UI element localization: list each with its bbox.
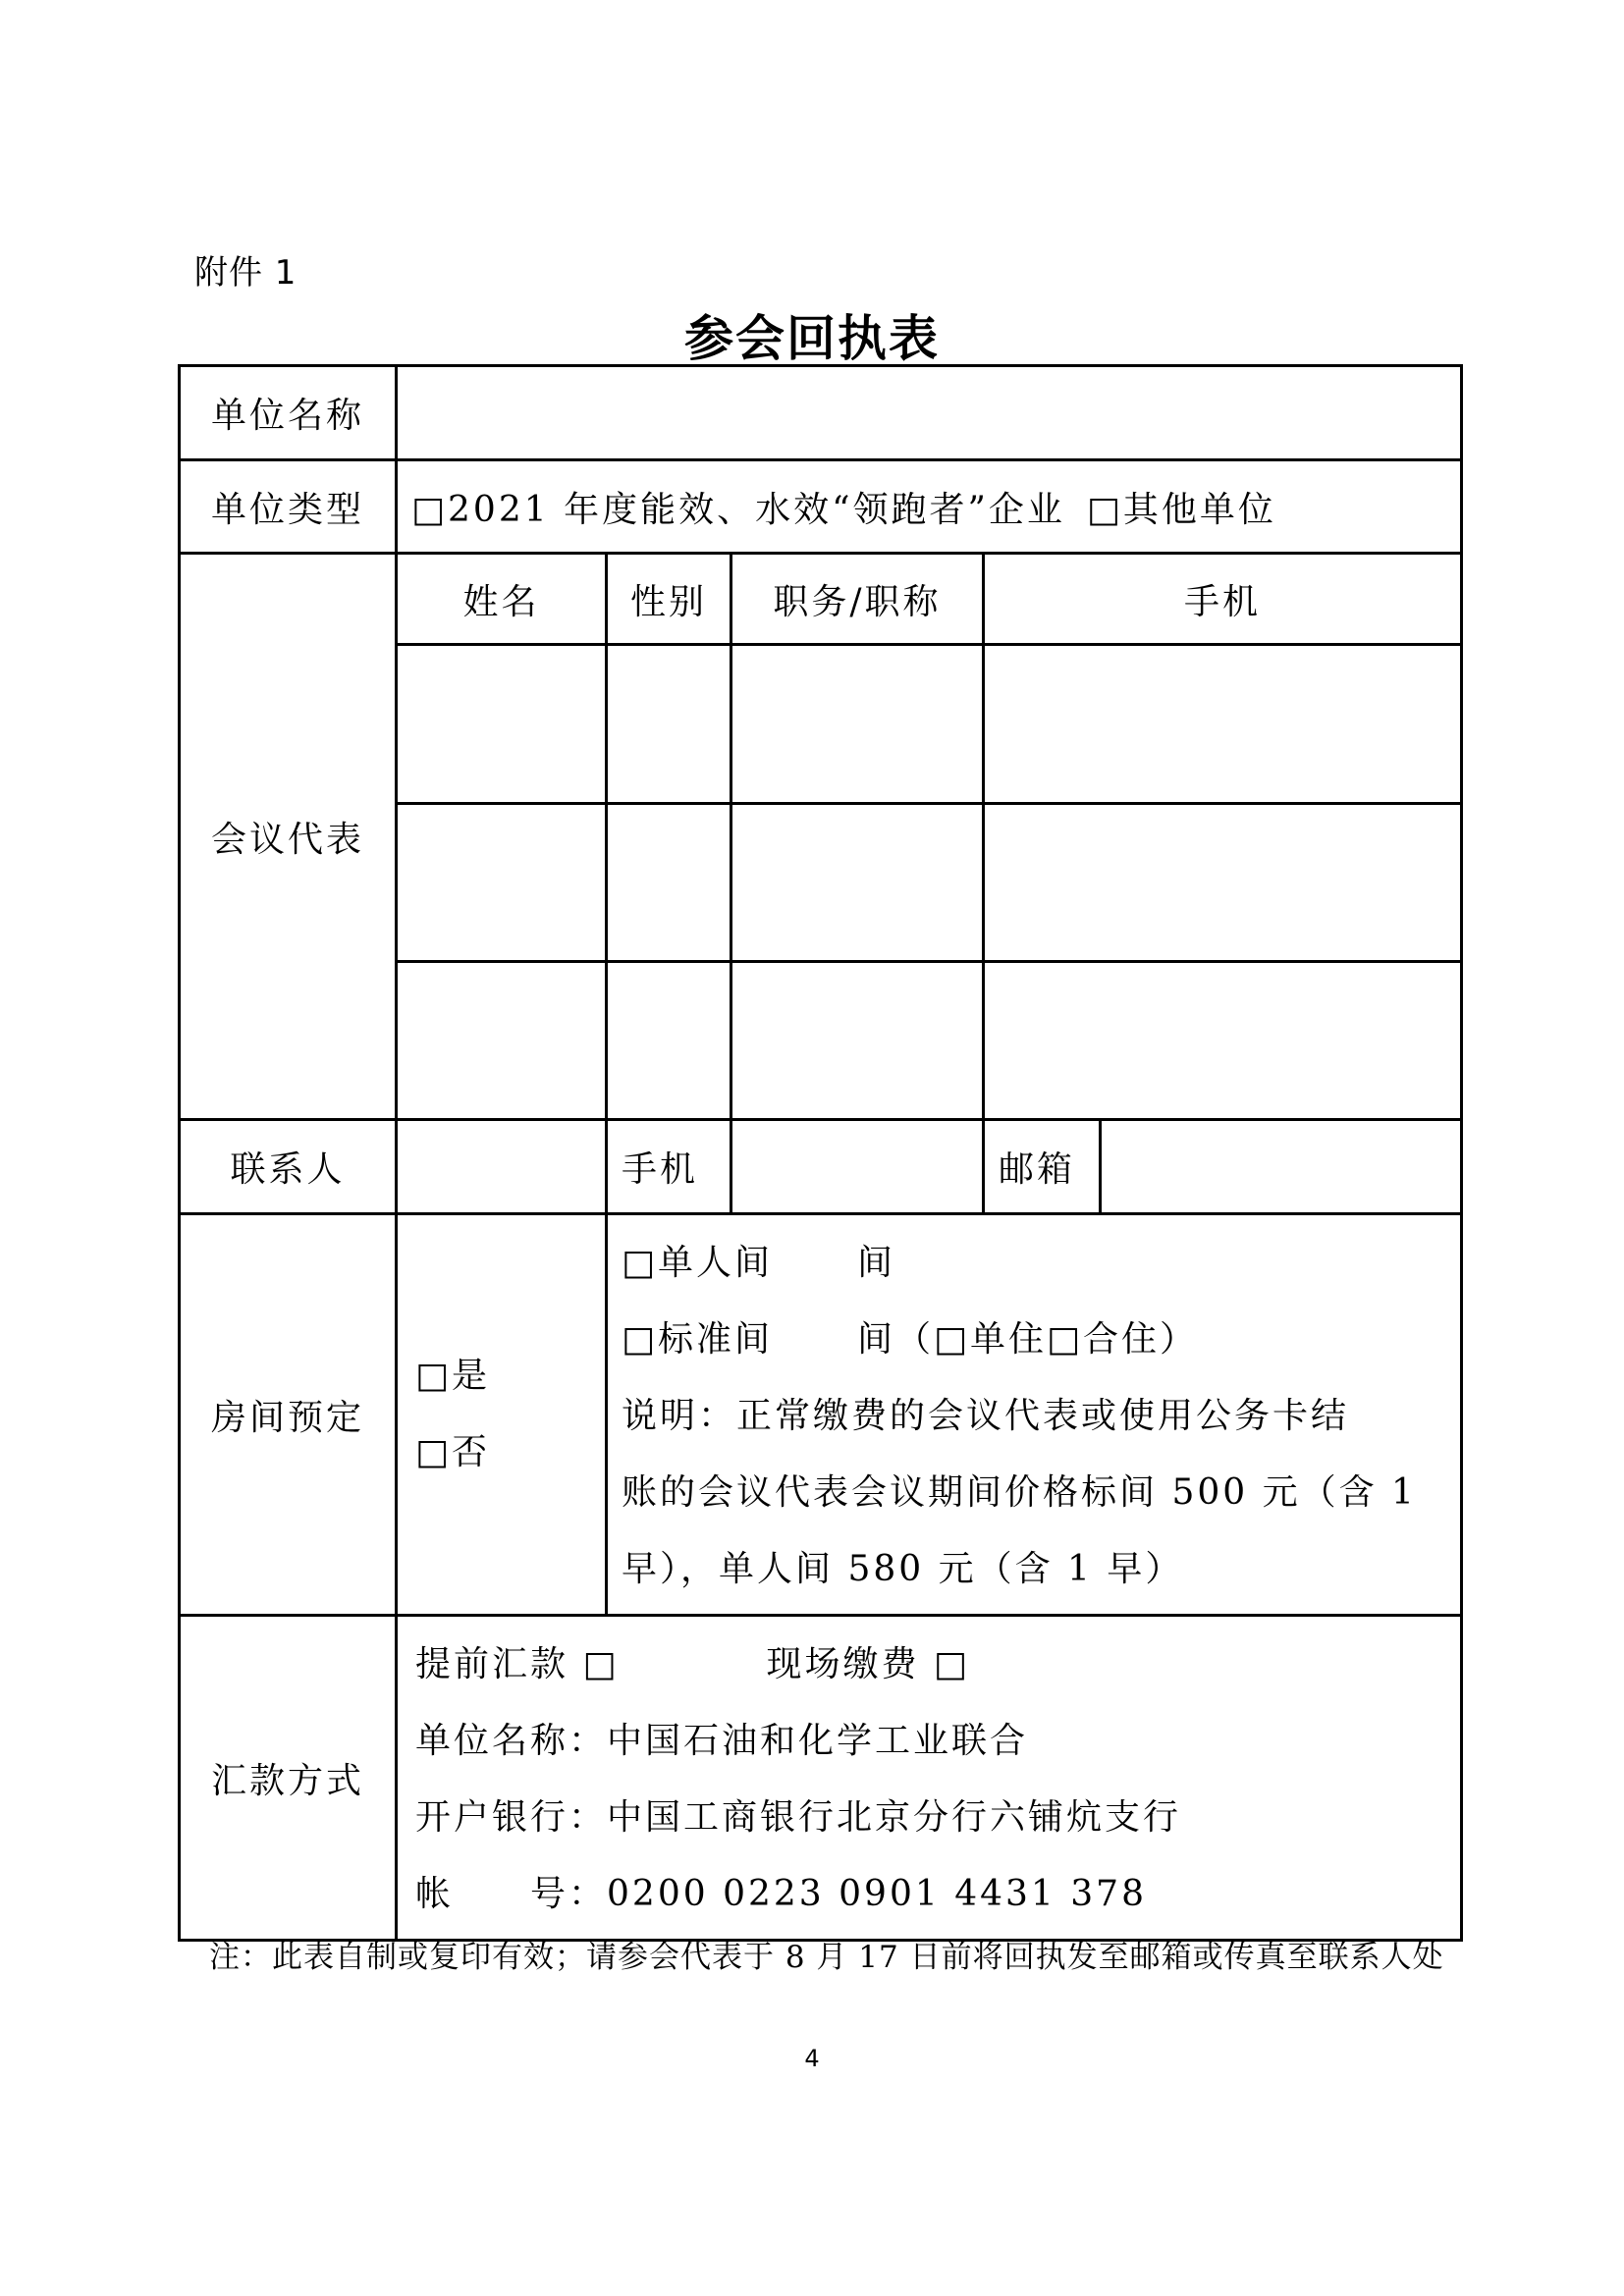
contact-label: 联系人 xyxy=(180,1120,397,1214)
room-single-checkbox[interactable]: □单人间 xyxy=(622,1243,774,1283)
rep-header-gender: 性别 xyxy=(607,554,731,645)
contact-email-field[interactable] xyxy=(1101,1120,1462,1214)
pay-unit-name: 单位名称：中国石油和化学工业联合 xyxy=(415,1721,1029,1761)
representatives-label: 会议代表 xyxy=(180,554,397,1120)
attachment-label: 附件 1 xyxy=(194,253,298,293)
rep-gender-field[interactable] xyxy=(607,645,731,804)
room-booking-label: 房间预定 xyxy=(180,1214,397,1616)
contact-phone-field[interactable] xyxy=(731,1120,984,1214)
contact-email-label: 邮箱 xyxy=(984,1120,1101,1214)
page-number: 4 xyxy=(804,2045,820,2072)
contact-phone-label: 手机 xyxy=(607,1120,731,1214)
rep-header-phone: 手机 xyxy=(984,554,1462,645)
form-title: 参会回执表 xyxy=(684,309,940,367)
pay-bank-name: 开户银行：中国工商银行北京分行六铺炕支行 xyxy=(415,1797,1182,1838)
rep-title-field[interactable] xyxy=(731,962,984,1120)
rep-phone-field[interactable] xyxy=(984,645,1462,804)
rep-name-field[interactable] xyxy=(397,804,607,962)
pay-account-label: 帐 xyxy=(415,1874,455,1914)
room-note-line: 说明：正常缴费的会议代表或使用公务卡结 xyxy=(622,1396,1350,1436)
rep-name-field[interactable] xyxy=(397,645,607,804)
footer-note: 注：此表自制或复印有效；请参会代表于 8 月 17 日前将回执发至邮箱或传真至联系人处 xyxy=(209,1940,1444,1975)
rep-phone-field[interactable] xyxy=(984,962,1462,1120)
room-no-checkbox[interactable]: □否 xyxy=(415,1432,491,1472)
contact-name-field[interactable] xyxy=(397,1120,607,1214)
room-yes-no xyxy=(397,1214,607,1616)
unit-name-label: 单位名称 xyxy=(180,366,397,460)
room-details xyxy=(607,1214,1462,1616)
unit-type-options xyxy=(397,460,1462,554)
room-note-line: 账的会议代表会议期间价格标间 500 元（含 1 xyxy=(622,1472,1417,1513)
pay-account-number: 0200 0223 0901 4431 378 xyxy=(607,1874,1147,1914)
rep-title-field[interactable] xyxy=(731,645,984,804)
rep-phone-field[interactable] xyxy=(984,804,1462,962)
unit-name-field[interactable] xyxy=(397,366,1462,460)
unit-type-leader-checkbox[interactable]: □2021 年度能效、水效“领跑者”企业 xyxy=(411,489,1065,530)
unit-type-other-checkbox[interactable]: □其他单位 xyxy=(1086,489,1276,530)
room-standard-occupancy: 间（□单住□合住） xyxy=(857,1319,1199,1360)
rep-gender-field[interactable] xyxy=(607,962,731,1120)
pay-account-label-suffix: 号： xyxy=(530,1874,608,1914)
payment-details xyxy=(397,1616,1462,1941)
room-standard-checkbox[interactable]: □标准间 xyxy=(622,1319,774,1360)
rep-gender-field[interactable] xyxy=(607,804,731,962)
payment-method-label: 汇款方式 xyxy=(180,1616,397,1941)
rep-name-field[interactable] xyxy=(397,962,607,1120)
rep-title-field[interactable] xyxy=(731,804,984,962)
room-note-line: 早），单人间 580 元（含 1 早） xyxy=(622,1549,1184,1589)
room-single-count-unit: 间 xyxy=(857,1243,896,1283)
unit-type-label: 单位类型 xyxy=(180,460,397,554)
rep-header-title: 职务/职称 xyxy=(731,554,984,645)
pay-onsite-checkbox[interactable]: 现场缴费 □ xyxy=(766,1644,970,1684)
pay-advance-checkbox[interactable]: 提前汇款 □ xyxy=(415,1644,620,1684)
rep-header-name: 姓名 xyxy=(397,554,607,645)
room-yes-checkbox[interactable]: □是 xyxy=(415,1356,491,1396)
registration-form-table xyxy=(178,364,1463,1942)
